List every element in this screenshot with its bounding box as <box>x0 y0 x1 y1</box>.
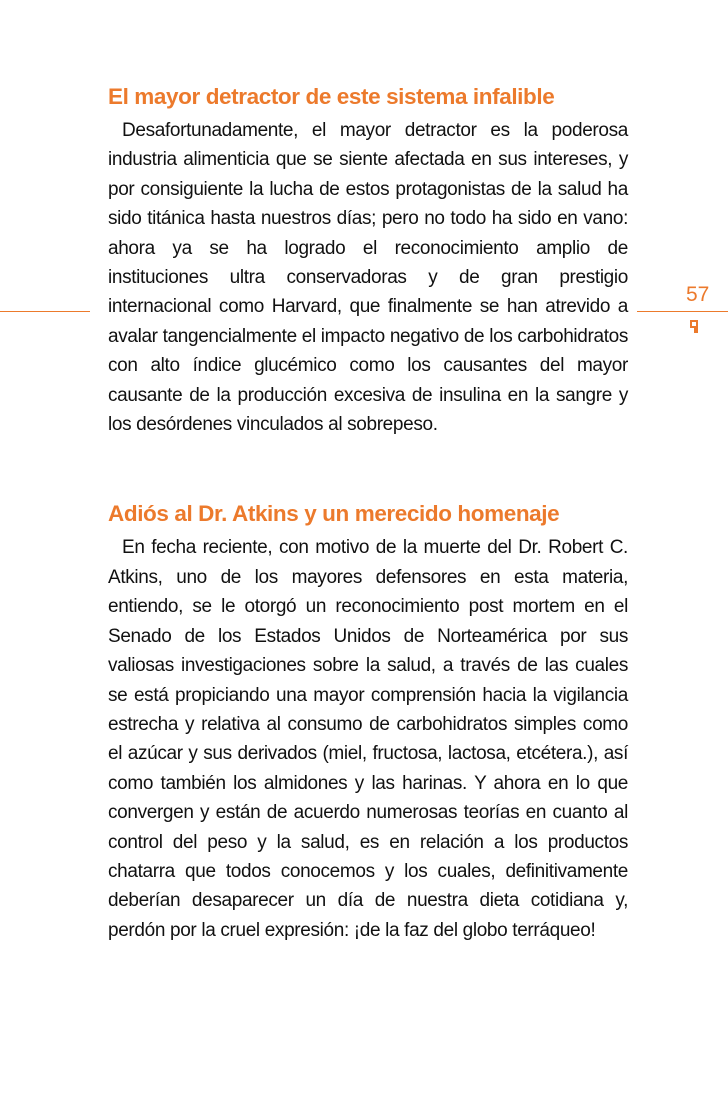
right-margin-rule <box>637 311 728 312</box>
section-paragraph: Desafortunadamente, el mayor detractor es la poderosa industria alimenticia que se siente afectada en sus intereses, y por consiguiente la lucha de estos protagonistas de la salud ha sido titánica hasta nuestros días; pero no todo ha sido en vano: ahora ya se ha logrado el reconocimiento amplio de instituciones ultra conservadoras y de gran prestigio internacional como Harvard, que finalmente se han atrevido a avalar tangencialmente el impacto negativo de los carbohidratos con alto índice glucémico como los causantes del mayor causante de la producción excesiva de insulina en la sangre y los desórdenes vinculados al sobrepeso. <box>108 120 628 436</box>
square-ornament-icon <box>690 320 698 328</box>
section-mayor-detractor <box>108 82 628 439</box>
section-paragraph: En fecha reciente, con motivo de la muerte del Dr. Robert C. Atkins, uno de los mayores defensores en esta materia, entiendo, se le otorgó un reconocimiento post mortem en el Senado de los Estados Unidos de Norteamérica por sus valiosas investigaciones sobre la salud, a través de las cuales se está propiciando una mayor comprensión hacia la vigilancia estrecha y relativa al consumo de carbohidratos simples como el azúcar y sus derivados (miel, fructosa, lactosa, etcétera.), así como también los almidones y las harinas. Y ahora en lo que convergen y están de acuerdo numerosas teorías en cuanto al control del peso y la salud, es en relación a los productos chatarra que todos conocemos y los cuales, definitivamente deberían desaparecer un día de nuestra dieta cotidiana y, perdón por la cruel expresión: ¡de la faz del globo terráqueo! <box>108 537 628 941</box>
text-column <box>108 82 628 945</box>
section-heading: El mayor detractor de este sistema infalible <box>108 84 555 109</box>
section-heading: Adiós al Dr. Atkins y un merecido homenaje <box>108 501 560 527</box>
page-number: 57 <box>686 283 710 306</box>
section-adios-atkins <box>108 499 628 945</box>
left-margin-rule <box>0 311 90 312</box>
